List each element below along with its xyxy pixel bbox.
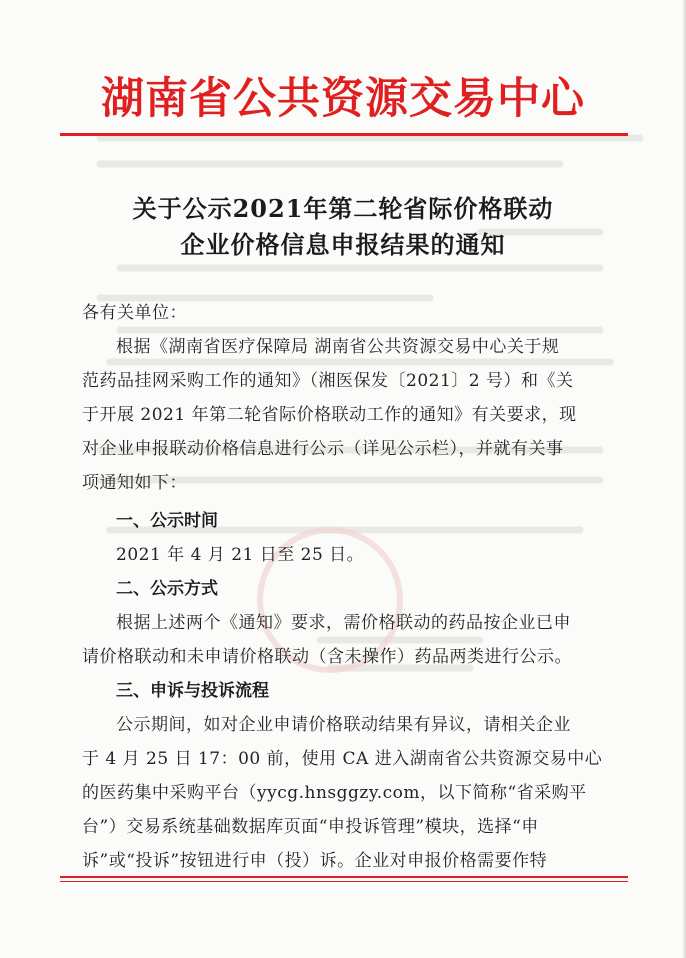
intro-line-1: 根据《湖南省医疗保障局 湖南省公共资源交易中心关于规 (116, 337, 560, 357)
intro-line-2: 范药品挂网采购工作的通知》（湘医保发〔2021〕2 号）和《关 (82, 371, 574, 391)
section1-paragraph (82, 538, 612, 572)
intro-line-4: 对企业申报联动价格信息进行公示（详见公示栏），并就有关事 (82, 439, 564, 459)
section3-line-1: 公示期间，如对企业申请价格联动结果有异议，请相关企业 (116, 715, 571, 735)
section3-line-3: 的医药集中采购平台（yycg.hnsggzy.com，以下简称“省采购平 (82, 783, 587, 803)
section1-line-1: 2021 年 4 月 21 日至 25 日。 (116, 545, 365, 565)
section2-heading: 二、公示方式 (116, 579, 218, 599)
intro-line-5: 项通知如下： (82, 473, 187, 493)
section3-heading: 三、申诉与投诉流程 (116, 681, 269, 701)
section3-line-5: 诉”或“投诉”按钮进行申（投）诉。企业对申报价格需要作特 (82, 851, 548, 871)
salutation: 各有关单位： (82, 303, 187, 323)
footer-red-rule-thick (60, 876, 628, 878)
section2-paragraph (82, 606, 612, 674)
doc-title-line2: 企业价格信息申报结果的通知 (180, 230, 506, 259)
footer-red-rule-thin (60, 881, 628, 882)
section2-line-2: 请价格联动和未申请价格联动（含未操作）药品两类进行公示。 (82, 647, 572, 667)
section3-line-2: 于 4 月 25 日 17：00 前，使用 CA 进入湖南省公共资源交易中心 (82, 749, 603, 769)
section3-line-4: 台”）交易系统基础数据库页面“申投诉管理”模块，选择“申 (82, 817, 539, 837)
intro-line-3: 于开展 2021 年第二轮省际价格联动工作的通知》有关要求，现 (82, 405, 577, 425)
intro-paragraph (82, 330, 612, 500)
section3-paragraph (82, 708, 612, 878)
section1-heading: 一、公示时间 (116, 511, 218, 531)
header-org-name: 湖南省公共资源交易中心 (101, 74, 585, 124)
header-red-rule (60, 133, 628, 136)
doc-title-line1: 关于公示2021年第二轮省际价格联动 (132, 194, 554, 223)
section2-line-1: 根据上述两个《通知》要求，需价格联动的药品按企业已申 (116, 613, 571, 633)
